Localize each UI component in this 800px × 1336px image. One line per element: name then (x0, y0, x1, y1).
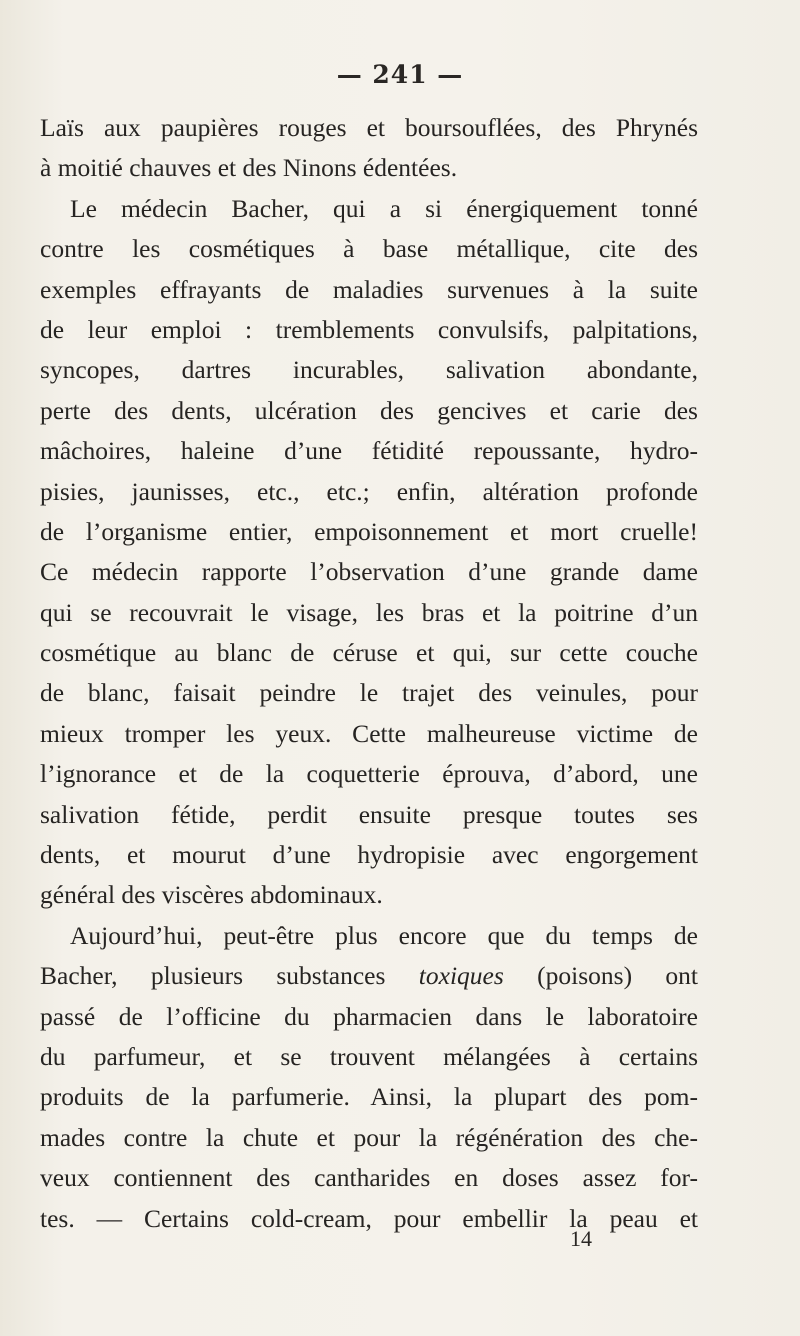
page-number: — 241 — (336, 60, 464, 89)
text-line: syncopes, dartres incurables, salivation abondante, (40, 355, 698, 385)
text-line: du parfumeur, et se trouvent mélangées à certains (40, 1041, 698, 1071)
text-line: cosmétique au blanc de céruse et qui, sur cette couche (40, 638, 698, 668)
text-segment: Bacher, plusieurs substances (40, 961, 386, 991)
text-line: salivation fétide, perdit ensuite presque toutes ses (40, 799, 698, 829)
text-line: produits de la parfumerie. Ainsi, la plupart des pom- (40, 1082, 698, 1112)
text-line: mieux tromper les yeux. Cette malheureuse victime de (40, 718, 698, 748)
text-line: mades contre la chute et pour la régénération des che- (40, 1122, 698, 1152)
text-line: veux contiennent des cantharides en doses assez for- (40, 1163, 698, 1193)
text-line: de l’organisme entier, empoisonnement et mort cruelle! (40, 516, 698, 546)
signature-mark: 14 (570, 1226, 592, 1251)
text-line: mâchoires, haleine d’une fétidité repoussante, hydro- (40, 436, 698, 466)
text-line: pisies, jaunisses, etc., etc.; enfin, altération profonde (40, 476, 698, 506)
body-text (40, 108, 698, 1239)
text-line: tes. — Certains cold-cream, pour embellir la peau et (40, 1203, 698, 1233)
text-line: Aujourd’hui, peut-être plus encore que du temps de (70, 920, 698, 950)
text-line: Laïs aux paupières rouges et boursouflées, des Phrynés (40, 113, 698, 142)
italic-word: toxiques (418, 961, 504, 991)
text-line: contre les cosmétiques à base métallique, cite des (40, 234, 698, 264)
text-line: l’ignorance et de la coquetterie éprouva, d’abord, une (40, 759, 698, 789)
text-line: général des viscères abdominaux. (40, 880, 383, 910)
text-line: à moitié chauves et des Ninons édentées. (40, 153, 458, 183)
text-line: dents, et mourut d’une hydropisie avec engorgement (40, 840, 698, 870)
text-line (40, 956, 698, 996)
text-line: Ce médecin rapporte l’observation d’une grande dame (40, 557, 698, 587)
text-line: exemples effrayants de maladies survenues à la suite (40, 274, 698, 304)
text-line: Le médecin Bacher, qui a si énergiquement tonné (70, 193, 698, 223)
text-line: qui se recouvrait le visage, les bras et la poitrine d’un (40, 597, 698, 627)
text-line: passé de l’officine du pharmacien dans le laboratoire (40, 1001, 698, 1031)
text-line: de leur emploi : tremblements convulsifs, palpitations, (40, 314, 698, 344)
text-segment: (poisons) ont (537, 961, 699, 991)
text-line: de blanc, faisait peindre le trajet des veinules, pour (40, 678, 698, 708)
text-line: perte des dents, ulcération des gencives et carie des (40, 395, 698, 425)
